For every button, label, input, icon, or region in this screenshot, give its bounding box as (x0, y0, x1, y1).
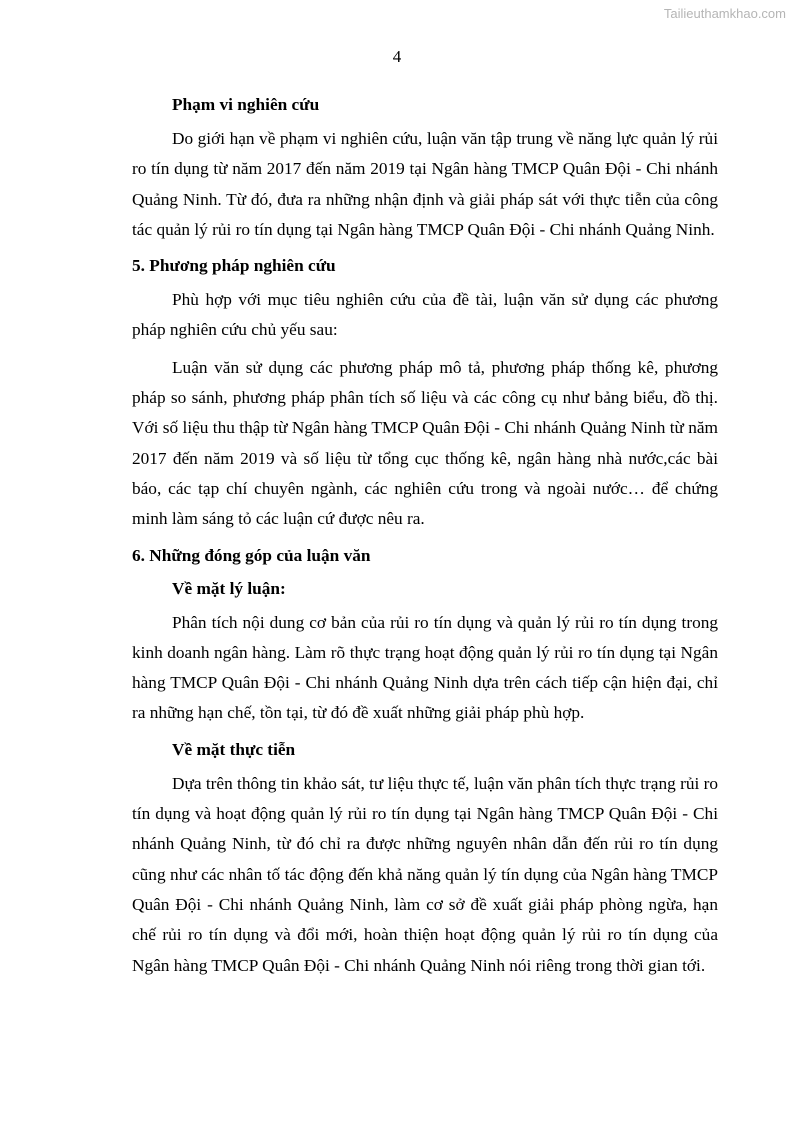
practice-heading: Về mặt thực tiễn (172, 739, 296, 759)
scope-paragraph: Do giới hạn về phạm vi nghiên cứu, luận văn tập trung về năng lực quản lý rủi ro tín dụng từ năm 2017 đến năm 2019 tại Ngân hàng TMCP Quân Đội - Chi nhánh Quảng Ninh. Từ đó, đưa ra những nhận định và giải pháp sát với thực tiễn của công tác quản lý rủi ro tín dụng tại Ngân hàng TMCP Quân Đội - Chi nhánh Quảng Ninh. (132, 129, 718, 239)
scope-heading: Phạm vi nghiên cứu (172, 95, 320, 114)
contributions-heading: 6. Những đóng góp của luận văn (132, 545, 371, 565)
method-paragraph-2: Luận văn sử dụng các phương pháp mô tả, phương pháp thống kê, phương pháp so sánh, phương pháp phân tích số liệu và các công cụ như bảng biểu, đồ thị. Với số liệu thu thập từ Ngân hàng TMCP Quân Đội - Chi nhánh Quảng Ninh từ năm 2017 đến năm 2019 và số liệu từ tổng cục thống kê, ngân hàng nhà nước,các bài báo, các tạp chí chuyên ngành, các nghiên cứu trong và ngoài nước… để chứng minh làm sáng tỏ các luận cứ được nêu ra. (132, 357, 718, 529)
document-body (132, 93, 718, 988)
theory-paragraph: Phân tích nội dung cơ bản của rủi ro tín dụng và quản lý rủi ro tín dụng trong kinh doanh ngân hàng. Làm rõ thực trạng hoạt động quản lý rủi ro tín dụng tại Ngân hàng TMCP Quân Đội - Chi nhánh Quảng Ninh dựa trên cách tiếp cận hiện đại, chỉ ra những hạn chế, tồn tại, từ đó đề xuất những giải pháp phù hợp. (132, 612, 718, 723)
method-paragraph-1: Phù hợp với mục tiêu nghiên cứu của đề tài, luận văn sử dụng các phương pháp nghiên cứu chủ yếu sau: (132, 290, 718, 340)
method-heading: 5. Phương pháp nghiên cứu (132, 256, 336, 276)
watermark: Tailieuthamkhao.com (663, 6, 786, 21)
practice-paragraph: Dựa trên thông tin khảo sát, tư liệu thực tế, luận văn phân tích thực trạng rủi ro tín dụng và hoạt động quản lý rủi ro tín dụng tại Ngân hàng TMCP Quân Đội - Chi nhánh Quảng Ninh, từ đó chỉ ra được những nguyên nhân dẫn đến rủi ro tín dụng cũng như các nhân tố tác động đến khả năng quản lý tín dụng của Ngân hàng TMCP Quân Đội - Chi nhánh Quảng Ninh, làm cơ sở đề xuất giải pháp phòng ngừa, hạn chế rủi ro tín dụng và đổi mới, hoàn thiện hoạt động quản lý rủi ro tín dụng của Ngân hàng TMCP Quân Đội - Chi nhánh Quảng Ninh nói riêng trong thời gian tới. (132, 773, 718, 975)
page-number: 4 (392, 47, 402, 66)
theory-heading: Về mặt lý luận: (172, 578, 286, 598)
